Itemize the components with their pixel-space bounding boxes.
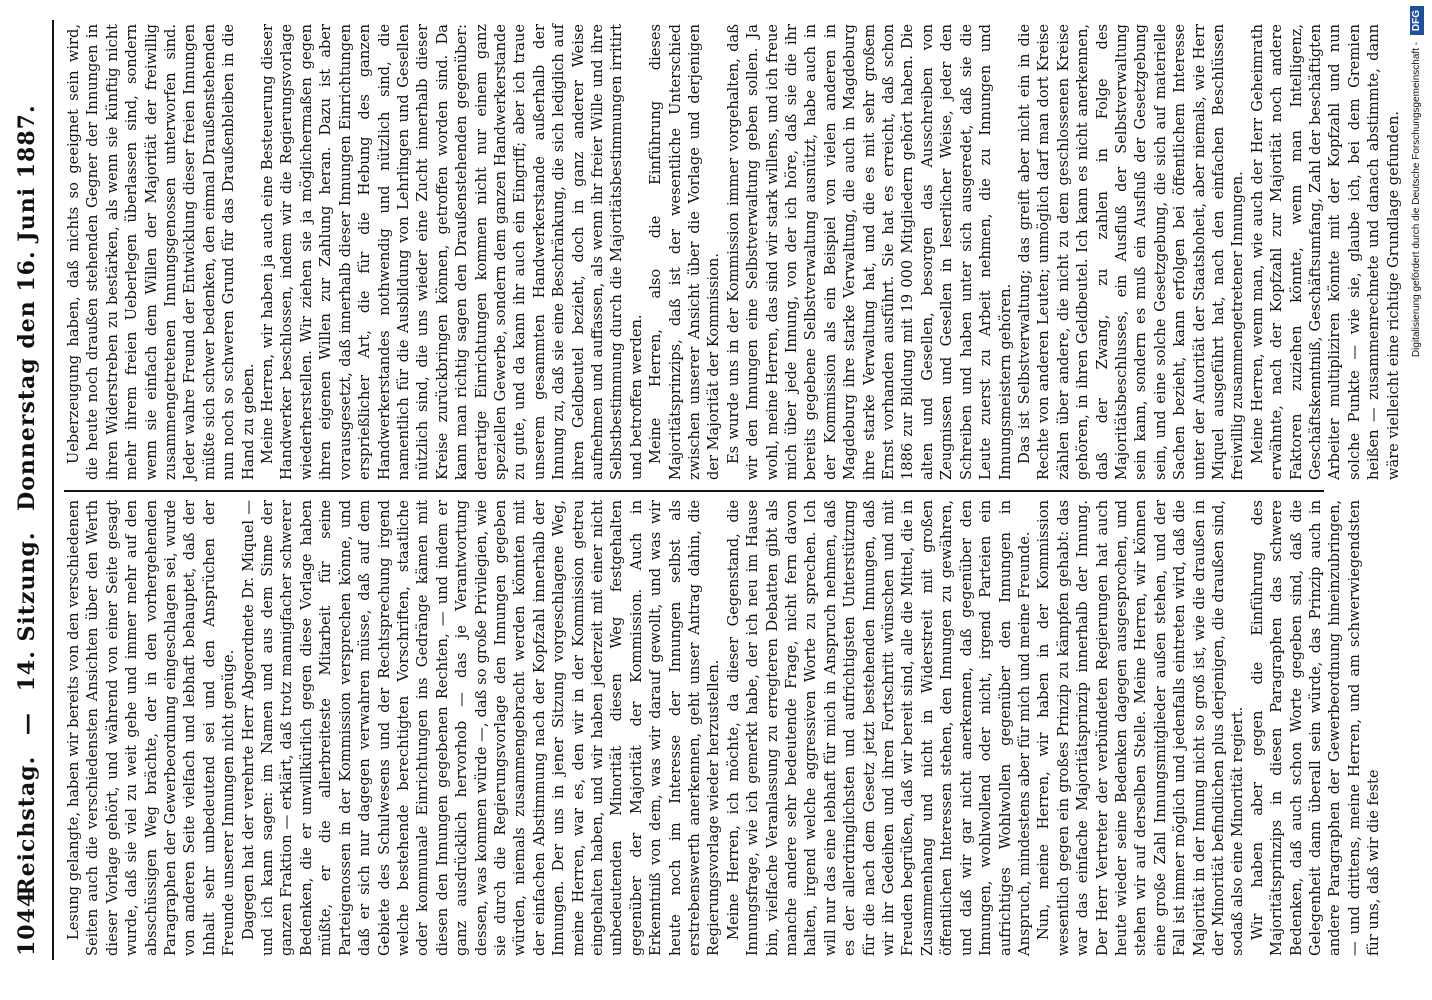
- paragraph: Es wurde uns in der Kommission immer vorgehalten, daß wir den Innungen eine Selbstverwaltung geben sollen. Ja wohl, meine Herren, das sind wir stark willens, und ich freue mich über jede Innung, von der ich höre, daß sie die ihr bereits gegebene Selbstverwaltung ausnützt, habe auch in der Kommission als ein Beispiel von vielen anderen in Magdeburg ihre starke Verwaltung, die auch in Magdeburg ihre starke Verwaltung hat, und die es mit sehr großem Ernst vorhanden ausführt. Sie hat es erreicht, daß schon 1886 zur Bildung mit 19 000 Mitgliedern gehört haben. Die alten und Gesellen, besorgen das Ausschreiben von Zeugnissen und Gesellen in leserlicher Weise, jeder den Schreiben und haben unter sich ausgeredet, daß sie die Leute zuerst zu Arbeit nehmen, die zu Innungen und Innungsmeistern gehören.: [724, 24, 1014, 480]
- right-text-column: [64, 24, 1402, 480]
- page-header: [0, 0, 60, 1000]
- running-title-source: Reichstag.: [14, 755, 40, 896]
- running-title-session: 14. Sitzung.: [14, 531, 40, 692]
- page-number: 1044: [14, 890, 40, 956]
- running-title-date: Donnerstag den 16. Juni 1887.: [14, 104, 40, 511]
- paragraph: Nun, meine Herren, wir haben in der Kommission wesentlich gegen ein großes Prinzip zu kämpfen gehabt: das war das einfache Majoritätsprinzip innerhalb der Innung. Der Herr Vertreter der verbündeten Regierungen hat auch heute wieder seine Bedenken dagegen ausgesprochen, und stehen wir auf derselben Stelle. Meine Herren, wir können eine große Zahl Innungsmitglieder außen stehen, und der Fall ist immer möglich und jedenfalls eintreten wird, daß die Majorität in der Innung nicht so groß ist, wie die draußen in der Minorität befindlichen plus derjenigen, die draußen sind, sodaß also eine Minorität regiert.: [1035, 500, 1247, 956]
- paragraph: Das ist Selbstverwaltung; das greift aber nicht ein in die Rechte von anderen Leuten; unmöglich darf man dort Kreise zählen über andere, die nicht zu dem geschlossenen Kreise gehören, in ihren Geldbeutel. Ich kann es nicht anerkennen, daß der Zwang, zu zahlen in Folge des Majoritätsbeschlusses, ein Ausfluß der Selbstverwaltung sein kann, sondern es muß ein Ausfluß der Gesetzgebung sein, und eine solche Gesetzgebung, die sich auf materielle Sachen bezieht, kann erfolgen bei öffentlichem Interesse unter der Autorität der Staatshoheit, aber niemals, wie Herr Miquel ausgeführt hat, nach den einfachen Beschlüssen freiwillig zusammengetretener Innungen.: [1015, 24, 1247, 480]
- digitization-credit: [1406, 6, 1428, 994]
- paragraph: Dagegen hat der verehrte Herr Abgeordnete Dr. Miquel — und ich kann sagen: im Namen und aus dem Sinne der ganzen Fraktion — erklärt, daß trotz mannigfacher schwerer Bedenken, die er unwillkürlich gegen diese Vorlage haben müßte, er die allerbreiteste Mitarbeit für seine Parteigenossen in der Kommission versprechen könne, und daß er sich nur dagegen verwahren müsse, daß auf dem Gebiete des Schulwesens und der Rechtsprechung irgend welche bestehende berechtigten Vorschriften, staatliche oder kommunale Einrichtungen ins Gedränge kämen mit diesen den Innungen gegebenen Rechten, — und indem er ganz ausdrücklich hervorhob — das je Verantwortung dessen, was kommen würde —, daß so große Privilegien, wie sie durch die Regierungsvorlage den Innungen gegeben würden, niemals zusammengebracht werden könnten mit der einfachen Abstimmung nach der Kopfzahl innerhalb der Innungen. Der uns in jener Sitzung vorgeschlagene Weg, meine Herren, war es, den wir in der Kommission getreu eingehalten haben, und wir haben jederzeit mit einer nicht unbedeutenden Minorität diesen Weg festgehalten gegenüber der Majorität der Kommission. Auch in Erkenntniß von dem, was wir darauf gewollt, und was wir heute noch im Interesse der Innungen selbst als erstrebenswerth anerkennen, geht unser Antrag dahin, die Regierungsvorlage wieder herzustellen.: [239, 500, 723, 956]
- left-text-column: [64, 500, 1383, 956]
- column-divider: [64, 490, 1324, 492]
- dfg-logo: DFG: [1410, 6, 1424, 35]
- paragraph: Meine Herren, wir haben ja auch eine Besteuerung dieser Handwerker beschlossen, indem wir die Regierungsvorlage wiederherstellen. Wir ziehen sie ja möglichermaßen gegen ihren eigenen Willen zur Zahlung heran. Dazu ist aber vorausgesetzt, daß innerhalb dieser Innungen Einrichtungen ersprießlicher Art, die für die Hebung des ganzen Handwerkerstandes nothwendig und nützlich sind, die namentlich für die Ausbildung von Lehrlingen und Gesellen nützlich sind, die uns wieder eine Zucht innerhalb dieser Kreise zurückbringen können, getroffen worden sind. Da kann man richtig sagen den Draußenstehenden gegenüber: derartige Einrichtungen kommen nicht nur einem ganz speziellen Gewerbe, sondern dem ganzen Handwerkerstande zu gute, und da kann ihr auch ein Eingriff; aber ich traue unserem gesammten Handwerkerstande außerhalb der Innung zu, daß sie eine Beschränkung, die sich lediglich auf ihren Geldbeutel bezieht, doch in ganz anderer Weise aufnehmen und auffassen, als wenn ihr freier Wille und ihre Selbstbestimmung durch die Majoritätsbestimmungen irritirt und betroffen werden.: [259, 24, 645, 480]
- paragraph: Meine Herren, ich möchte, da dieser Gegenstand, die Innungsfrage, wie ich gemerkt habe, der ich neu im Hause bin, vielfache Veranlassung zu erregteren Debatten gibt als manche andere sehr bedeutende Frage, nicht fern davon halten, irgend welche aggressiven Worte zu sprechen. Ich will nur das eine lebhaft für mich in Anspruch nehmen, daß es der allerdringlichsten und aufrichtigsten Unterstützung für die nach dem Gesetz jetzt bestehenden Innungen, daß wir ihr Gedeihen und ihren Fortschritt wünschen und mit Freuden begrüßen, daß wir bereit sind, alle die Mittel, die in Zusammenhang und nicht in Widerstreit mit großen öffentlichen Interessen stehen, den Innungen zu gewähren, und daß wir gar nicht anerkennen, daß gegenüber den Innungen, wohlwollend oder nicht, irgend Parteien ein aufrichtiges Wohlwollen gegenüber den Innungen in Anspruch, mindestens aber für mich und meine Freunde.: [724, 500, 1033, 956]
- paragraph: Ueberzeugung haben, daß nichts so geeignet sein wird, die heute noch draußen stehenden Gegner der Innungen in ihren Widerstreben zu bestärken, als wenn sie künftig nicht mehr ihrem freien Ueberlegen überlassen sind, sondern wenn sie einfach dem Willen der Majorität der freiwillig zusammengetretenen Innungsgenossen unterworfen sind. Jeder wahre Freund der Entwicklung dieser freien Innungen müßte sich schwer bedenken, den einmal Draußenstehenden nun noch so schweren Grund für das Draußenbleiben in die Hand zu geben.: [65, 24, 257, 480]
- paragraph: Meine Herren, also die Einführung dieses Majoritätsprinzips, daß ist der wesentliche Unterschied zwischen unserer Ansicht über die Vorlage und derjenigen der Majorität der Kommission.: [647, 24, 723, 480]
- paragraph: Wir haben aber gegen die Einführung des Majoritätsprinzips in diesen Paragraphen das schwere Bedenken, daß auch schon Worte gegeben sind, daß die Gelegenheit dann überall sein würde, das Prinzip auch in andere Paragraphen der Gewerbeordnung hineinzubringen, — und drittens, meine Herren, und am schwerwiegendsten für uns, daß wir die feste: [1248, 500, 1383, 956]
- digitization-note: Digitalisierung gefördert durch die Deutsche Forschungsgemeinschaft -: [1411, 41, 1422, 358]
- paragraph: Lesung gelangte, haben wir bereits von den verschiedenen Seiten auch die verschiedensten Ansichten über den Werth dieser Vorlage gehört, und während von einer Seite gesagt wurde, daß sie viel zu weit gehe und immer mehr auf den absschüssigen Weg brächte, der in den vorhergehenden Paragraphen der Gewerbeordnung eingeschlagen sei, wurde von anderen Seite vielfach und lebhaft behauptet, daß der Inhalt sehr unbedeutend sei und den Ansprüchen der Freunde unserer Innungen nicht genüge.: [65, 500, 238, 956]
- paragraph: Meine Herren, wenn man, wie auch der Herr Geheimrath erwähnte, nach der Kopfzahl zur Majorität noch andere Faktoren zuziehen könnte, wenn man Intelligenz, Geschäftskenntniß, Geschäftsumfang, Zahl der beschäftigten Arbeiter multipliziren könnte mit der Kopfzahl und nun solche Punkte — wie sie, glaube ich, bei dem Gremien heißen — zusammenrechnete und danach abstimmte, dann wäre vielleicht eine richtige Grundlage gefunden.: [1248, 24, 1402, 480]
- header-rule: [52, 20, 54, 960]
- running-title-separator: —: [14, 712, 40, 736]
- running-title: [14, 0, 40, 1000]
